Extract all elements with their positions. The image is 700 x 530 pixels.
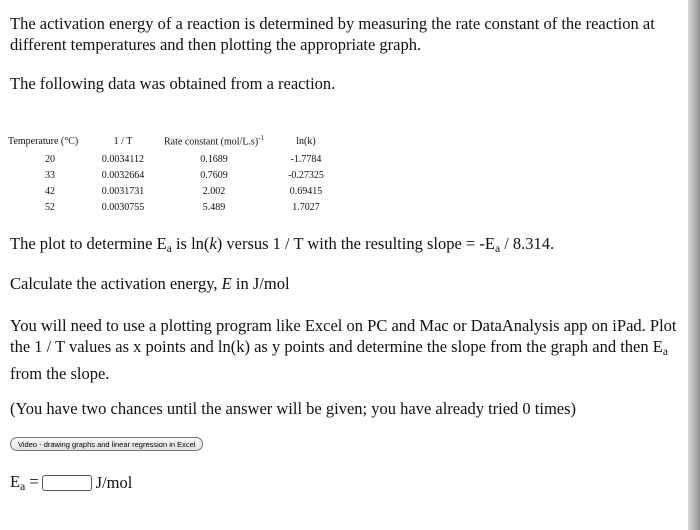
calc-e: E bbox=[221, 274, 232, 293]
answer-equals: = bbox=[25, 472, 39, 491]
cell-temperature: 20 bbox=[45, 153, 55, 165]
plot-sub-a2: a bbox=[494, 243, 501, 255]
answer-label-sub: a bbox=[20, 481, 26, 493]
plot-text-3: ) versus 1 / T with the resulting slope = -E bbox=[216, 234, 495, 253]
cell-inverse-t: 0.0034112 bbox=[101, 153, 145, 165]
header-rate-constant bbox=[154, 134, 274, 151]
cell-rate-constant: 5.489 bbox=[202, 201, 226, 213]
plot-k: k bbox=[209, 234, 217, 253]
video-button[interactable]: Video - drawing graphs and linear regression in Excel bbox=[10, 437, 203, 451]
calculate-prompt bbox=[10, 273, 682, 294]
cell-ln-k: 0.69415 bbox=[289, 185, 323, 197]
cell-ln-k: -0.27325 bbox=[288, 169, 324, 181]
cell-temperature: 42 bbox=[45, 185, 55, 197]
plot-text-4: / 8.314. bbox=[500, 234, 555, 253]
activation-energy-input[interactable] bbox=[42, 475, 92, 491]
table-row bbox=[8, 167, 338, 183]
cell-temperature: 52 bbox=[45, 201, 55, 213]
calc-text-1: Calculate the activation energy, bbox=[10, 274, 222, 293]
header-rate-constant-sup: -1 bbox=[258, 134, 264, 143]
cell-rate-constant: 0.1689 bbox=[200, 153, 228, 165]
header-inverse-t: 1 / T bbox=[113, 135, 133, 147]
data-intro-text: The following data was obtained from a reaction. bbox=[10, 74, 336, 93]
table-row bbox=[8, 199, 338, 215]
window-edge bbox=[688, 0, 700, 530]
table-header-row bbox=[8, 134, 338, 151]
header-rate-constant-text: Rate constant (mol/L.s) bbox=[164, 136, 259, 148]
instr-text-2: from the slope. bbox=[10, 364, 110, 383]
table-body bbox=[8, 151, 338, 215]
instr-sub-a: a bbox=[662, 346, 668, 358]
table-row bbox=[8, 183, 338, 199]
header-temperature: Temperature (°C) bbox=[8, 135, 79, 147]
plot-text-2: is ln( bbox=[171, 234, 210, 253]
cell-temperature: 33 bbox=[45, 169, 55, 181]
cell-inverse-t: 0.0030755 bbox=[101, 201, 145, 213]
cell-ln-k: 1.7027 bbox=[292, 201, 320, 213]
cell-rate-constant: 0.7609 bbox=[200, 169, 228, 181]
header-ln-k: ln(k) bbox=[296, 135, 316, 147]
chances-text: (You have two chances until the answer will be given; you have already tried 0 times) bbox=[10, 399, 577, 418]
cell-inverse-t: 0.0031731 bbox=[101, 185, 145, 197]
plot-text-1: The plot to determine E bbox=[10, 234, 167, 253]
answer-label-e: E bbox=[10, 472, 21, 491]
answer-unit: J/mol bbox=[95, 472, 133, 492]
plot-sub-a: a bbox=[166, 243, 172, 255]
instructions-text bbox=[10, 315, 682, 384]
plot-description bbox=[10, 233, 682, 260]
data-table bbox=[8, 134, 338, 215]
instr-text-1: You will need to use a plotting program like Excel on PC and Mac or DataAnalysis app on iPad. Plot the 1 / T values as x points and ln(k) as y points and determine the slope from the graph and then E bbox=[10, 316, 677, 356]
intro-text: The activation energy of a reaction is determined by measuring the rate constant of the reaction at different temperatures and then plotting the appropriate graph. bbox=[10, 14, 655, 54]
calc-text-2: in J/mol bbox=[231, 274, 290, 293]
cell-inverse-t: 0.0032664 bbox=[101, 169, 145, 181]
cell-rate-constant: 2.002 bbox=[202, 185, 226, 197]
cell-ln-k: -1.7784 bbox=[290, 153, 322, 165]
table-row bbox=[8, 151, 338, 167]
answer-row bbox=[10, 472, 132, 493]
answer-label bbox=[10, 472, 39, 493]
